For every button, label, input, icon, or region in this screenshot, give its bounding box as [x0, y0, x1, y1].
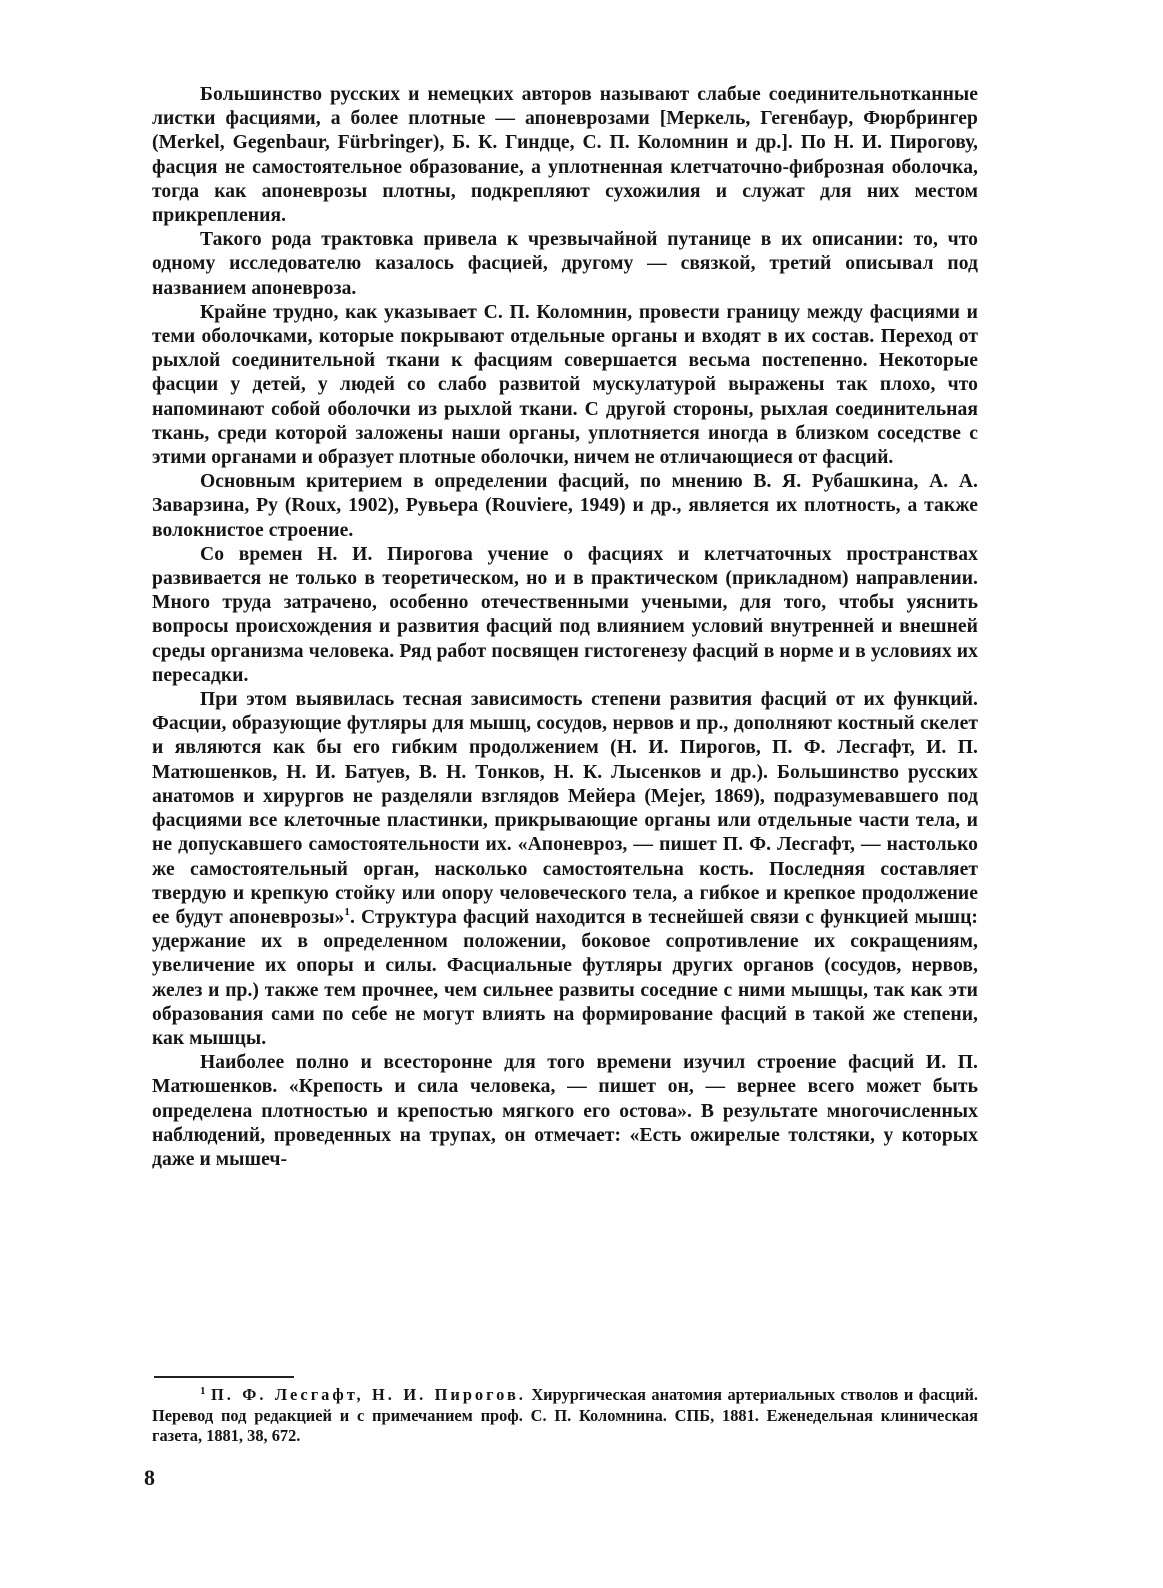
paragraph-2: Такого рода трактовка привела к чрезвычайной путанице в их описании: то, что одному исследователю казалось фасцией, другому — связкой, третий описывал под названием апоневроза. [152, 229, 978, 299]
footnote-reference: 1 [344, 905, 350, 918]
body-text [152, 83, 978, 1172]
paragraph-6-text: При этом выявилась тесная зависимость степени развития фасций от их функций. Фасции, образующие футляры для мышц, сосудов, нервов и пр., дополняют костный скелет и являются как бы его гибким продолжением (Н. И. Пирогов, П. Ф. Лесгафт, И. П. Матюшенков, Н. И. Батуев, В. Н. Тонков, Н. К. Лысенков и др.). Большинство русских анатомов и хирургов не разделяли взглядов Мейера (Mejer, 1869), подразумевавшего под фасциями все клеточные пластинки, прикрывающие органы или отдельные части тела, и не допускавшего самостоятельности их. «Апоневроз, — пишет П. Ф. Лесгафт, — настолько же самостоятельный орган, насколько самостоятельна кость. Последняя составляет твердую и крепкую стойку или опору человеческого тела, а гибкое и крепкое продолжение ее будут апоневрозы» [152, 689, 978, 928]
paragraph-4: Основным критерием в определении фасций, по мнению В. Я. Рубашкина, А. А. Заварзина, Ру (Roux, 1902), Рувьера (Rouviere, 1949) и др., является их плотность, а также волокнистое строение. [152, 471, 978, 541]
paragraph-3: Крайне трудно, как указывает С. П. Коломнин, провести границу между фасциями и теми оболочками, которые покрывают отдельные органы и входят в их состав. Переход от рыхлой соединительной ткани к фасциям совершается весьма постепенно. Некоторые фасции у детей, у людей со слабо развитой мускулатурой выражены так плохо, что напоминают собой оболочки из рыхлой ткани. С другой стороны, рыхлая соединительная ткань, среди которой заложены наши органы, уплотняется иногда в близком соседстве с этими органами и образует плотные оболочки, ничем не отличающиеся от фасций. [152, 301, 978, 469]
paragraph-6 [152, 688, 978, 1051]
paragraph-5: Со времен Н. И. Пирогова учение о фасциях и клетчаточных пространствах развивается не только в теоретическом, но и в практическом (прикладном) направлении. Много труда затрачено, особенно отечественными учеными, для того, чтобы уяснить вопросы происхождения и развития фасций под влиянием условий внутренней и внешней среды организма человека. Ряд работ посвящен гистогенезу фасций в норме и в условиях их пересадки. [152, 543, 978, 686]
paragraph-7: Наиболее полно и всесторонне для того времени изучил строение фасций И. П. Матюшенков. «Крепость и сила человека, — пишет он, — вернее всего может быть определена плотностью и крепостью мягкого его остова». В результате многочисленных наблюдений, проведенных на трупах, он отмечает: «Есть ожирелые толстяки, у которых даже и мышеч- [152, 1052, 978, 1170]
footnote-text: Хирургическая анатомия артериальных стволов и фасций. Перевод под редакцией и с примечанием проф. С. П. Коломнина. СПБ, 1881. Еженедельная клиническая газета, 1881, 38, 672. [152, 1385, 978, 1445]
footnote-mark: 1 [200, 1385, 206, 1397]
page-number: 8 [144, 1465, 155, 1490]
footnote [152, 1385, 978, 1447]
footnote-authors: П. Ф. Лесгафт, Н. И. Пирогов. [210, 1385, 526, 1404]
paragraph-6-tail: . Структура фасций находится в теснейшей связи с функцией мышц: удержание их в определенном положении, боковое сопротивление их сокращениям, увеличение их опоры и силы. Фасциальные футляры других органов (сосудов, нервов, желез и пр.) также тем прочнее, чем сильнее развиты соседние с ними мышцы, так как эти образования сами по себе не могут влиять на формирование фасций в такой же степени, как мышцы. [152, 906, 978, 1049]
footnote-divider [154, 1376, 294, 1378]
paragraph-1: Большинство русских и немецких авторов называют слабые соединительнотканные листки фасциями, а более плотные — апоневрозами [Меркель, Гегенбаур, Фюрбрингер (Merkel, Gegenbaur, Fürbringer), Б. К. Гиндце, С. П. Коломнин и др.]. По Н. И. Пирогову, фасция не самостоятельное образование, а уплотненная клетчаточно-фиброзная оболочка, тогда как апоневрозы плотны, подкрепляют сухожилия и служат для них местом прикрепления. [152, 84, 978, 227]
